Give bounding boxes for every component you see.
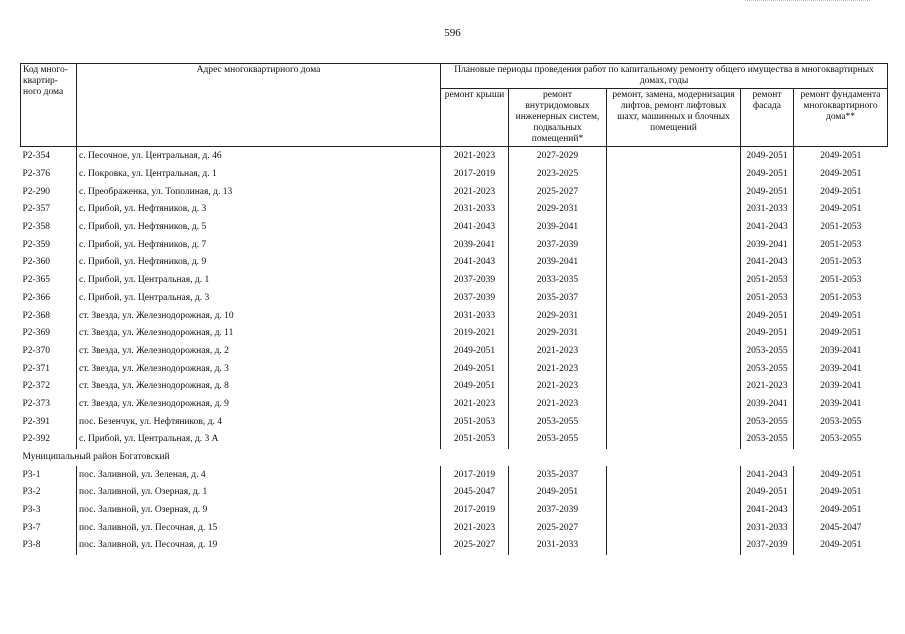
cell-facade: 2053-2055 bbox=[741, 431, 794, 449]
cell-facade: 2041-2043 bbox=[741, 466, 794, 484]
table-header bbox=[21, 64, 888, 147]
cell-facade: 2041-2043 bbox=[741, 254, 794, 272]
cell-roof: 2041-2043 bbox=[441, 219, 509, 237]
cell-address: с. Песочное, ул. Центральная, д. 46 bbox=[77, 147, 441, 166]
cell-facade: 2049-2051 bbox=[741, 307, 794, 325]
cell-engineering: 2029-2031 bbox=[509, 201, 607, 219]
cell-engineering: 2023-2025 bbox=[509, 166, 607, 184]
header-periods: Плановые периоды проведения работ по капитальному ремонту общего имущества в многоквартирных домах, годы bbox=[441, 64, 888, 89]
cell-address: пос. Заливной, ул. Песочная, д. 15 bbox=[77, 519, 441, 537]
cell-code: Р3-1 bbox=[22, 469, 41, 480]
table-row bbox=[21, 360, 888, 378]
cell-foundation: 2053-2055 bbox=[794, 413, 888, 431]
cell-roof: 2049-2051 bbox=[441, 360, 509, 378]
cell-foundation: 2045-2047 bbox=[794, 519, 888, 537]
cell-engineering: 2035-2037 bbox=[509, 290, 607, 308]
cell-facade: 2049-2051 bbox=[741, 166, 794, 184]
cell-foundation: 2051-2053 bbox=[794, 219, 888, 237]
cell-elevators bbox=[607, 325, 741, 343]
table-row bbox=[21, 325, 888, 343]
cell-foundation: 2049-2051 bbox=[794, 502, 888, 520]
cell-elevators bbox=[607, 378, 741, 396]
cell-elevators bbox=[607, 413, 741, 431]
cell-foundation: 2039-2041 bbox=[794, 360, 888, 378]
cell-elevators bbox=[607, 201, 741, 219]
cell-address: ст. Звезда, ул. Железнодорожная, д. 9 bbox=[77, 396, 441, 414]
table-row bbox=[21, 396, 888, 414]
cell-foundation: 2049-2051 bbox=[794, 466, 888, 484]
cell-roof: 2025-2027 bbox=[441, 537, 509, 555]
cell-roof: 2051-2053 bbox=[441, 431, 509, 449]
table-row bbox=[21, 519, 888, 537]
cell-engineering: 2039-2041 bbox=[509, 219, 607, 237]
table-body bbox=[21, 147, 888, 555]
cell-address: с. Прибой, ул. Нефтяников, д. 7 bbox=[77, 236, 441, 254]
table-row bbox=[21, 183, 888, 201]
cell-roof: 2021-2023 bbox=[441, 147, 509, 166]
capital-repair-table bbox=[20, 63, 888, 555]
cell-code: Р2-290 bbox=[22, 186, 50, 197]
cell-engineering: 2039-2041 bbox=[509, 254, 607, 272]
cell-address: с. Прибой, ул. Нефтяников, д. 3 bbox=[77, 201, 441, 219]
cell-facade: 2049-2051 bbox=[741, 325, 794, 343]
cell-engineering: 2035-2037 bbox=[509, 466, 607, 484]
cell-roof: 2021-2023 bbox=[441, 183, 509, 201]
cell-elevators bbox=[607, 272, 741, 290]
cell-code: Р2-370 bbox=[22, 345, 50, 356]
cell-code: Р2-376 bbox=[22, 169, 50, 180]
cell-roof: 2049-2051 bbox=[441, 378, 509, 396]
cell-facade: 2039-2041 bbox=[741, 396, 794, 414]
cell-code: Р2-360 bbox=[22, 257, 50, 268]
cell-engineering: 2021-2023 bbox=[509, 378, 607, 396]
cell-address: пос. Заливной, ул. Песочная, д. 19 bbox=[77, 537, 441, 555]
table-row bbox=[21, 537, 888, 555]
cell-foundation: 2039-2041 bbox=[794, 396, 888, 414]
region-row bbox=[21, 449, 888, 467]
cell-foundation: 2049-2051 bbox=[794, 147, 888, 166]
cell-code: Р2-391 bbox=[22, 416, 50, 427]
cell-facade: 2031-2033 bbox=[741, 519, 794, 537]
cell-elevators bbox=[607, 484, 741, 502]
cell-facade: 2049-2051 bbox=[741, 484, 794, 502]
cell-engineering: 2029-2031 bbox=[509, 307, 607, 325]
cell-facade: 2051-2053 bbox=[741, 290, 794, 308]
cell-facade: 2021-2023 bbox=[741, 378, 794, 396]
cell-roof: 2017-2019 bbox=[441, 502, 509, 520]
cell-elevators bbox=[607, 166, 741, 184]
cell-elevators bbox=[607, 290, 741, 308]
cell-roof: 2021-2023 bbox=[441, 519, 509, 537]
header-foundation: ремонт фундамента многоквартирного дома** bbox=[794, 89, 888, 147]
cell-facade: 2049-2051 bbox=[741, 183, 794, 201]
header-code: Код много-квартир-ного дома bbox=[21, 64, 77, 147]
cell-foundation: 2049-2051 bbox=[794, 484, 888, 502]
cell-roof: 2017-2019 bbox=[441, 166, 509, 184]
cell-foundation: 2049-2051 bbox=[794, 201, 888, 219]
table-row bbox=[21, 219, 888, 237]
cell-code: Р2-357 bbox=[22, 204, 50, 215]
cell-facade: 2041-2043 bbox=[741, 219, 794, 237]
cell-address: с. Прибой, ул. Центральная, д. 1 bbox=[77, 272, 441, 290]
cell-foundation: 2049-2051 bbox=[794, 183, 888, 201]
cell-elevators bbox=[607, 502, 741, 520]
cell-roof: 2049-2051 bbox=[441, 343, 509, 361]
cell-engineering: 2027-2029 bbox=[509, 147, 607, 166]
cell-facade: 2031-2033 bbox=[741, 201, 794, 219]
cell-elevators bbox=[607, 396, 741, 414]
table-row bbox=[21, 431, 888, 449]
table-row bbox=[21, 378, 888, 396]
cell-roof: 2031-2033 bbox=[441, 201, 509, 219]
table-row bbox=[21, 466, 888, 484]
cell-elevators bbox=[607, 219, 741, 237]
table-row bbox=[21, 147, 888, 166]
cell-roof: 2019-2021 bbox=[441, 325, 509, 343]
cell-code: Р2-392 bbox=[22, 434, 50, 445]
cell-engineering: 2029-2031 bbox=[509, 325, 607, 343]
header-roof: ремонт крыши bbox=[441, 89, 509, 147]
cell-engineering: 2033-2035 bbox=[509, 272, 607, 290]
table-row bbox=[21, 290, 888, 308]
table-row bbox=[21, 236, 888, 254]
cell-facade: 2039-2041 bbox=[741, 236, 794, 254]
cell-facade: 2051-2053 bbox=[741, 272, 794, 290]
cell-foundation: 2049-2051 bbox=[794, 537, 888, 555]
cell-roof: 2037-2039 bbox=[441, 290, 509, 308]
cell-code: Р2-369 bbox=[22, 328, 50, 339]
table-row bbox=[21, 307, 888, 325]
table-row bbox=[21, 254, 888, 272]
cell-foundation: 2039-2041 bbox=[794, 378, 888, 396]
table-row bbox=[21, 413, 888, 431]
cell-facade: 2053-2055 bbox=[741, 360, 794, 378]
cell-code: Р3-3 bbox=[22, 505, 41, 516]
cell-engineering: 2021-2023 bbox=[509, 360, 607, 378]
page-number: 596 bbox=[444, 27, 461, 39]
table-row bbox=[21, 484, 888, 502]
cell-address: пос. Безенчук, ул. Нефтяников, д. 4 bbox=[77, 413, 441, 431]
cell-roof: 2037-2039 bbox=[441, 272, 509, 290]
cell-elevators bbox=[607, 466, 741, 484]
table-row bbox=[21, 166, 888, 184]
cell-address: с. Прибой, ул. Нефтяников, д. 5 bbox=[77, 219, 441, 237]
cell-roof: 2039-2041 bbox=[441, 236, 509, 254]
cell-elevators bbox=[607, 147, 741, 166]
cell-code: Р2-358 bbox=[22, 222, 50, 233]
cell-address: ст. Звезда, ул. Железнодорожная, д. 2 bbox=[77, 343, 441, 361]
cell-foundation: 2051-2053 bbox=[794, 290, 888, 308]
header-engineering: ремонт внутридомовых инженерных систем, подвальных помещений* bbox=[509, 89, 607, 147]
cell-address: пос. Заливной, ул. Озерная, д. 1 bbox=[77, 484, 441, 502]
cell-code: Р2-359 bbox=[22, 239, 50, 250]
cell-address: ст. Звезда, ул. Железнодорожная, д. 3 bbox=[77, 360, 441, 378]
cell-roof: 2041-2043 bbox=[441, 254, 509, 272]
cell-address: с. Преображенка, ул. Тополиная, д. 13 bbox=[77, 183, 441, 201]
cell-facade: 2053-2055 bbox=[741, 343, 794, 361]
header-address: Адрес многоквартирного дома bbox=[77, 64, 441, 147]
cell-foundation: 2051-2053 bbox=[794, 236, 888, 254]
cell-engineering: 2025-2027 bbox=[509, 519, 607, 537]
cell-address: пос. Заливной, ул. Зеленая, д. 4 bbox=[77, 466, 441, 484]
cell-code: Р3-2 bbox=[22, 487, 41, 498]
cell-address: с. Прибой, ул. Центральная, д. 3 А bbox=[77, 431, 441, 449]
cell-engineering: 2037-2039 bbox=[509, 236, 607, 254]
cell-engineering: 2021-2023 bbox=[509, 343, 607, 361]
cell-code: Р2-372 bbox=[22, 381, 50, 392]
header-facade: ремонт фасада bbox=[741, 89, 794, 147]
cell-roof: 2017-2019 bbox=[441, 466, 509, 484]
cell-code: Р2-371 bbox=[22, 363, 50, 374]
cell-elevators bbox=[607, 360, 741, 378]
cell-address: пос. Заливной, ул. Озерная, д. 9 bbox=[77, 502, 441, 520]
cell-foundation: 2053-2055 bbox=[794, 431, 888, 449]
cell-elevators bbox=[607, 307, 741, 325]
cell-address: ст. Звезда, ул. Железнодорожная, д. 8 bbox=[77, 378, 441, 396]
cell-engineering: 2031-2033 bbox=[509, 537, 607, 555]
cell-code: Р3-7 bbox=[22, 522, 41, 533]
cell-elevators bbox=[607, 183, 741, 201]
cell-elevators bbox=[607, 254, 741, 272]
cell-code: Р2-354 bbox=[22, 151, 50, 162]
cell-address: ст. Звезда, ул. Железнодорожная, д. 10 bbox=[77, 307, 441, 325]
cell-code: Р2-368 bbox=[22, 310, 50, 321]
cell-roof: 2051-2053 bbox=[441, 413, 509, 431]
cell-foundation: 2051-2053 bbox=[794, 254, 888, 272]
cell-address: с. Прибой, ул. Нефтяников, д. 9 bbox=[77, 254, 441, 272]
cell-code: Р2-365 bbox=[22, 275, 50, 286]
cell-foundation: 2049-2051 bbox=[794, 325, 888, 343]
cell-elevators bbox=[607, 519, 741, 537]
cell-code: Р2-366 bbox=[22, 292, 50, 303]
cell-roof: 2031-2033 bbox=[441, 307, 509, 325]
cell-code: Р3-8 bbox=[22, 540, 41, 551]
cell-foundation: 2049-2051 bbox=[794, 307, 888, 325]
scan-artifact-line bbox=[745, 0, 870, 3]
table-row bbox=[21, 201, 888, 219]
cell-address: ст. Звезда, ул. Железнодорожная, д. 11 bbox=[77, 325, 441, 343]
cell-engineering: 2053-2055 bbox=[509, 413, 607, 431]
cell-roof: 2021-2023 bbox=[441, 396, 509, 414]
cell-roof: 2045-2047 bbox=[441, 484, 509, 502]
header-elevators: ремонт, замена, модернизация лифтов, ремонт лифтовых шахт, машинных и блочных помещений bbox=[607, 89, 741, 147]
cell-engineering: 2049-2051 bbox=[509, 484, 607, 502]
cell-code: Р2-373 bbox=[22, 398, 50, 409]
cell-elevators bbox=[607, 343, 741, 361]
region-title: Муниципальный район Богатовский bbox=[22, 452, 170, 463]
cell-elevators bbox=[607, 537, 741, 555]
cell-foundation: 2051-2053 bbox=[794, 272, 888, 290]
cell-address: с. Прибой, ул. Центральная, д. 3 bbox=[77, 290, 441, 308]
cell-engineering: 2053-2055 bbox=[509, 431, 607, 449]
table-row bbox=[21, 502, 888, 520]
cell-elevators bbox=[607, 431, 741, 449]
cell-facade: 2037-2039 bbox=[741, 537, 794, 555]
table-row bbox=[21, 272, 888, 290]
cell-engineering: 2021-2023 bbox=[509, 396, 607, 414]
cell-facade: 2053-2055 bbox=[741, 413, 794, 431]
cell-foundation: 2049-2051 bbox=[794, 166, 888, 184]
cell-address: с. Покровка, ул. Центральная, д. 1 bbox=[77, 166, 441, 184]
table-row bbox=[21, 343, 888, 361]
cell-facade: 2049-2051 bbox=[741, 147, 794, 166]
cell-elevators bbox=[607, 236, 741, 254]
cell-engineering: 2025-2027 bbox=[509, 183, 607, 201]
cell-facade: 2041-2043 bbox=[741, 502, 794, 520]
cell-foundation: 2039-2041 bbox=[794, 343, 888, 361]
cell-engineering: 2037-2039 bbox=[509, 502, 607, 520]
